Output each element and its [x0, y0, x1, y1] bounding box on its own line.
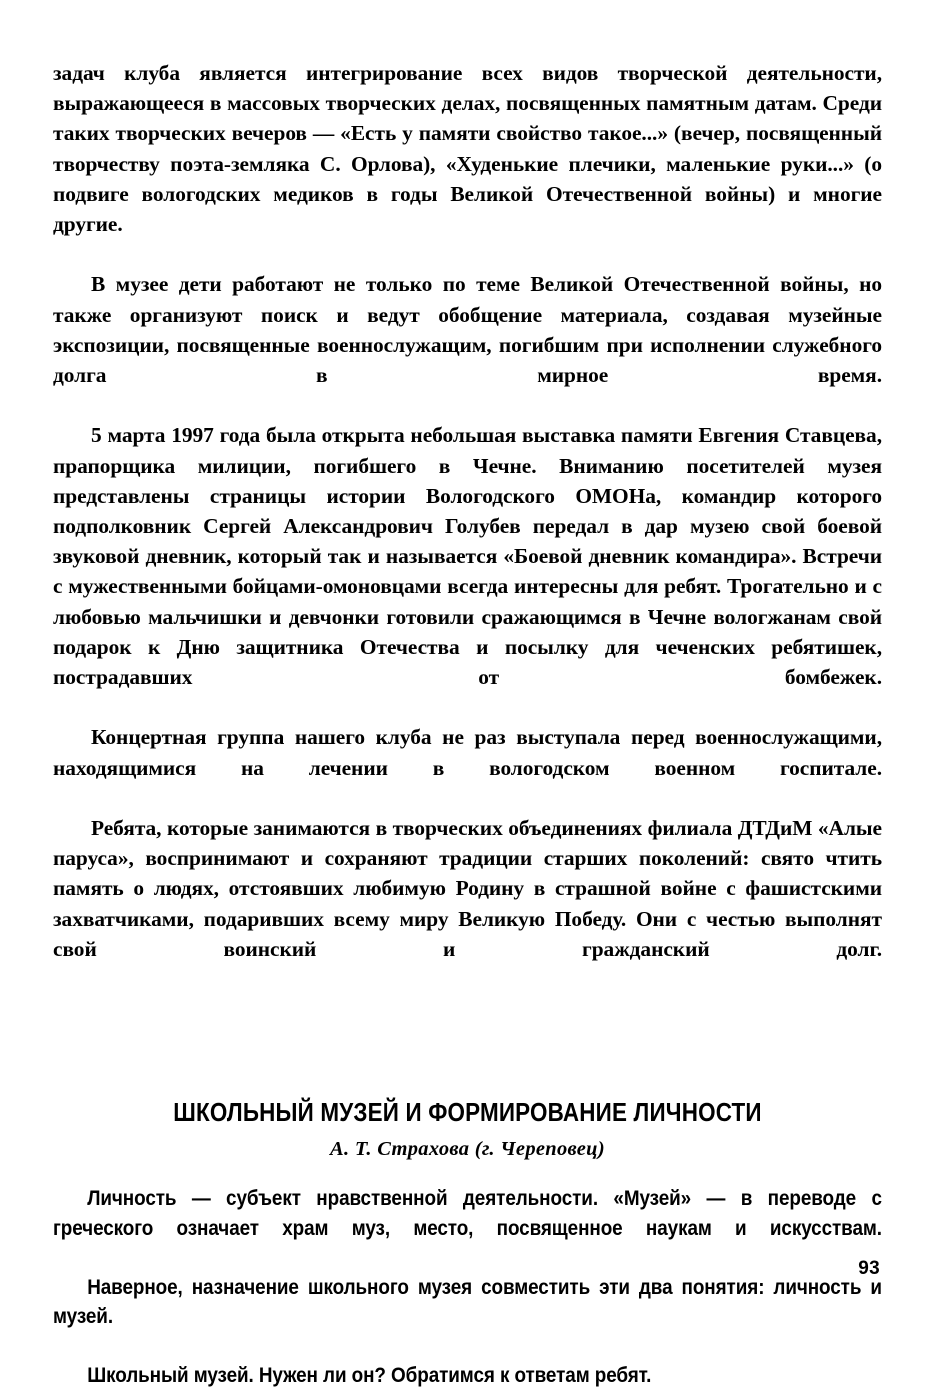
article-paragraph-personality: Личность — субъект нравственной деятельности. «Музей» — в переводе с греческого означает храм муз, место, посвященное наукам и искусствам.	[53, 1187, 882, 1240]
article-author: А. Т. Страхова (г. Череповец)	[330, 1138, 605, 1161]
paragraph-exhibition-1997: 5 марта 1997 года была открыта небольшая выставка памяти Евгения Ставцева, прапорщика милиции, погибшего в Чечне. Вниманию посетителей музея представлены страницы истории Вологодского ОМОНа, командир которого подполковник Сергей Александрович Голубев передал в дар музею свой боевой звуковой дневник, который так и называется «Боевой дневник командира». Встречи с мужественными бойцами-омоновцами всегда интересны для ребят. Трогательно и с любовью мальчишки и девчонки готовили сражающимся в Чечне вологжанам свой подарок к Дню защитника Отечества и посылку для чеченских ребятишек, пострадавших от бомбежек.	[53, 423, 882, 690]
article-header	[53, 1098, 882, 1162]
article-paragraph-question: Школьный музей. Нужен ли он? Обратимся к ответам ребят.	[87, 1364, 652, 1387]
page-number: 93	[858, 1258, 880, 1279]
article-paragraph-purpose: Наверное, назначение школьного музея совместить эти два понятия: личность и музей.	[53, 1275, 882, 1329]
article-title: ШКОЛЬНЫЙ МУЗЕЙ И ФОРМИРОВАНИЕ ЛИЧНОСТИ	[173, 1099, 762, 1128]
paragraph-children-traditions: Ребята, которые занимаются в творческих объединениях филиала ДТДиМ «Алые паруса», воспринимают и сохраняют традиции старших поколений: свято чтить память о людях, отстоявших любимую Родину в страшной войне с фашистскими захватчиками, подаривших всему миру Великую Победу. Они с честью выполнят свой воинский и гражданский долг.	[53, 816, 882, 961]
body-text-block	[53, 58, 882, 994]
article-body	[53, 1184, 882, 1387]
paragraph-concert-group: Концертная группа нашего клуба не раз выступала перед военнослужащими, находящимися на лечении в вологодском военном госпитале.	[53, 725, 882, 780]
paragraph-museum-work: В музее дети работают не только по теме Великой Отечественной войны, но также организуют поиск и ведут обобщение материала, создавая музейные экспозиции, посвященные военнослужащим, погибшим при исполнении служебного долга в мирное время.	[53, 272, 882, 388]
paragraph-continuation: задач клуба является интегрирование всех видов творческой деятельности, выражающееся в массовых творческих делах, посвященных памятным датам. Среди таких творческих вечеров — «Есть у памяти свойство такое...» (вечер, посвященный творчеству поэта-земляка С. Орлова), «Худенькие плечики, маленькие руки...» (о подвиге вологодских медиков в годы Великой Отечественной войны) и многие другие.	[53, 61, 882, 237]
page-content-column	[53, 58, 882, 1387]
